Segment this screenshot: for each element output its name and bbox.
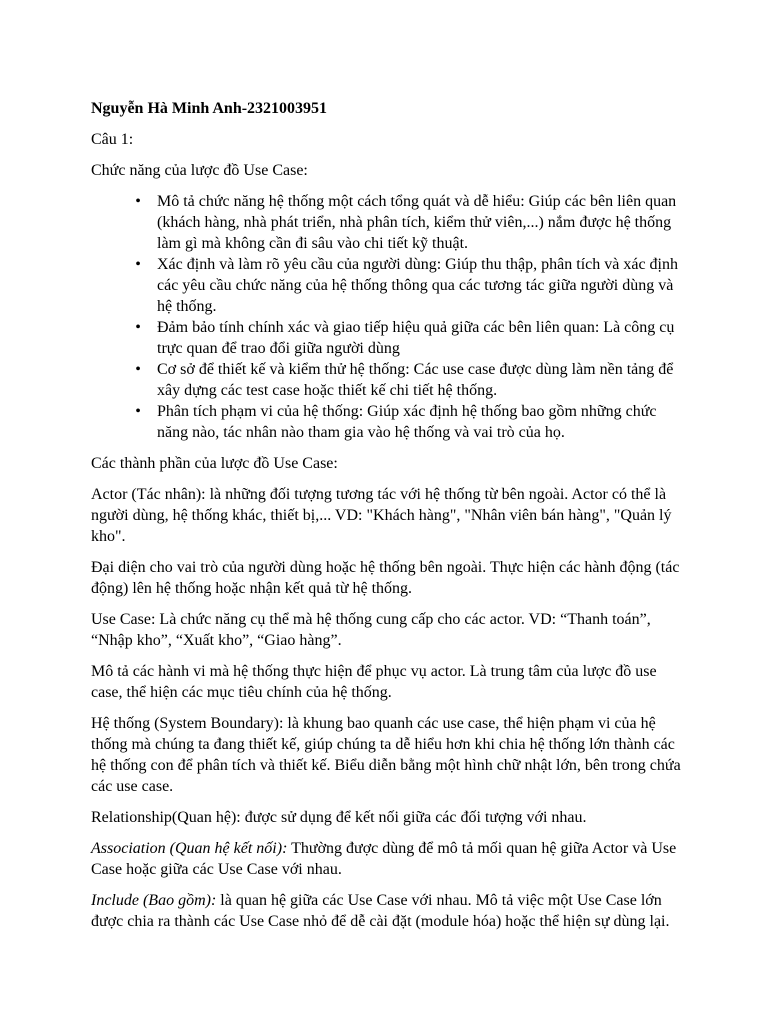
- functions-list-item: [135, 254, 691, 317]
- bullet-icon: •: [135, 193, 141, 210]
- actor-role-paragraph: Đại diện cho vai trò của người dùng hoặc hệ thống bên ngoài. Thực hiện các hành động (tác động) lên hệ thống hoặc nhận kết quả từ hệ thống.: [91, 559, 680, 597]
- functions-list-item: [135, 191, 691, 254]
- author-title: Nguyễn Hà Minh Anh-2321003951: [91, 100, 328, 117]
- functions-item-text: Xác định và làm rõ yêu cầu của người dùng: Giúp thu thập, phân tích và xác định các yêu cầu chức năng của hệ thống thông qua các tương tác giữa người dùng và hệ thống.: [157, 256, 678, 315]
- functions-heading: Chức năng của lược đồ Use Case:: [91, 162, 308, 179]
- functions-list-item: [135, 359, 691, 401]
- functions-list-item: [135, 401, 691, 443]
- bullet-icon: •: [135, 361, 141, 378]
- functions-list: [91, 191, 691, 443]
- relationship-paragraph: Relationship(Quan hệ): được sử dụng để kết nối giữa các đối tượng với nhau.: [91, 809, 587, 826]
- association-text: Thường được dùng để mô tả mối quan hệ giữa Actor và Use Case hoặc giữa các Use Case với nhau.: [91, 840, 677, 878]
- document-body: [91, 98, 691, 942]
- functions-list-item: [135, 317, 691, 359]
- functions-item-text: Phân tích phạm vi của hệ thống: Giúp xác định hệ thống bao gồm những chức năng nào, tác nhân nào tham gia vào hệ thống và vai trò của họ.: [157, 403, 657, 441]
- usecase-paragraph: Use Case: Là chức năng cụ thể mà hệ thống cung cấp cho các actor. VD: “Thanh toán”, “Nhập kho”, “Xuất kho”, “Giao hàng”.: [91, 611, 651, 649]
- association-term: Association (Quan hệ kết nối):: [91, 840, 288, 857]
- association-paragraph: [91, 838, 691, 880]
- functions-item-text: Mô tả chức năng hệ thống một cách tổng quát và dễ hiểu: Giúp các bên liên quan (khách hàng, nhà phát triển, nhà phân tích, kiểm thử viên,...) nắm được hệ thống làm gì mà không cần đi sâu vào chi tiết kỹ thuật.: [157, 193, 677, 252]
- include-paragraph: [91, 890, 691, 932]
- question-label: Câu 1:: [91, 131, 134, 148]
- bullet-icon: •: [135, 403, 141, 420]
- bullet-icon: •: [135, 256, 141, 273]
- include-text: là quan hệ giữa các Use Case với nhau. Mô tả việc một Use Case lớn được chia ra thành các Use Case nhỏ để dễ cài đặt (module hóa) hoặc thể hiện sự dùng lại.: [91, 892, 670, 930]
- components-heading: Các thành phần của lược đồ Use Case:: [91, 455, 338, 472]
- functions-item-text: Đảm bảo tính chính xác và giao tiếp hiệu quả giữa các bên liên quan: Là công cụ trực quan để trao đổi giữa người dùng: [157, 319, 675, 357]
- usecase-description-paragraph: Mô tả các hành vi mà hệ thống thực hiện để phục vụ actor. Là trung tâm của lược đồ use case, thể hiện các mục tiêu chính của hệ thống.: [91, 663, 657, 701]
- actor-paragraph: Actor (Tác nhân): là những đối tượng tương tác với hệ thống từ bên ngoài. Actor có thể là người dùng, hệ thống khác, thiết bị,... VD: "Khách hàng", "Nhân viên bán hàng", "Quản lý kho".: [91, 486, 672, 545]
- include-term: Include (Bao gồm):: [91, 892, 217, 909]
- functions-item-text: Cơ sở để thiết kế và kiểm thử hệ thống: Các use case được dùng làm nền tảng để xây dựng các test case hoặc thiết kế chi tiết hệ thống.: [157, 361, 674, 399]
- bullet-icon: •: [135, 319, 141, 336]
- system-boundary-paragraph: Hệ thống (System Boundary): là khung bao quanh các use case, thể hiện phạm vi của hệ thống mà chúng ta đang thiết kế, giúp chúng ta dễ hiểu hơn khi chia hệ thống lớn thành các hệ thống con để phân tích và thiết kế. Biểu diễn bằng một hình chữ nhật lớn, bên trong chứa các use case.: [91, 715, 681, 795]
